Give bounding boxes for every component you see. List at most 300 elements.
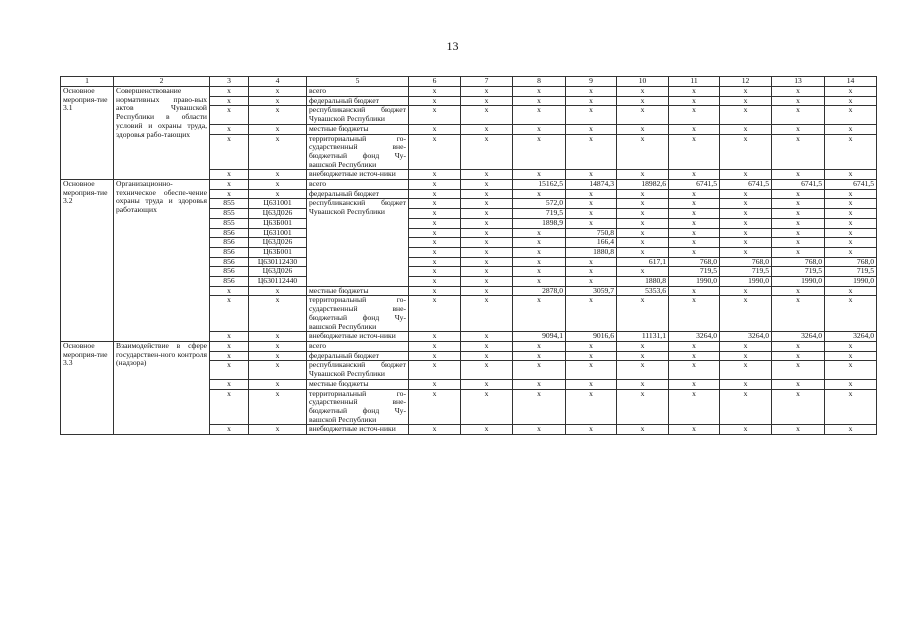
value-cell-col8: 719,5 <box>513 209 566 219</box>
value-cell-col10: х <box>617 228 669 238</box>
admin-code-cell: 856 <box>210 247 249 257</box>
value-cell-col12: х <box>720 87 772 97</box>
value-cell-col7: х <box>461 351 513 361</box>
value-cell-col10: х <box>617 425 669 435</box>
column-header: 6 <box>409 77 461 87</box>
value-cell-col6: х <box>409 124 461 134</box>
value-cell-col14: х <box>825 218 877 228</box>
funding-source-cell: местные бюджеты <box>307 124 409 134</box>
value-cell-col9: х <box>566 96 617 106</box>
value-cell-col10: х <box>617 267 669 277</box>
value-cell-col14: х <box>825 379 877 389</box>
value-cell-col10: х <box>617 209 669 219</box>
funding-source-cell: всего <box>307 87 409 97</box>
value-cell-col6: х <box>409 332 461 342</box>
value-cell-col6: х <box>409 228 461 238</box>
value-cell-col11: 719,5 <box>669 267 720 277</box>
value-cell-col12: х <box>720 96 772 106</box>
value-cell-col13: 768,0 <box>772 257 825 267</box>
value-cell-col7: х <box>461 341 513 351</box>
value-cell-col9: х <box>566 189 617 199</box>
value-cell-col10: х <box>617 134 669 170</box>
value-cell-col9: 166,4 <box>566 238 617 248</box>
classification-code-cell: х <box>249 351 307 361</box>
funding-source-cell: местные бюджеты <box>307 379 409 389</box>
value-cell-col9: 1880,8 <box>566 247 617 257</box>
value-cell-col13: х <box>772 341 825 351</box>
column-header: 5 <box>307 77 409 87</box>
value-cell-col14: х <box>825 351 877 361</box>
classification-code-cell: х <box>249 361 307 379</box>
value-cell-col8: х <box>513 257 566 267</box>
value-cell-col6: х <box>409 96 461 106</box>
value-cell-col10: 5353,6 <box>617 286 669 296</box>
column-header: 2 <box>114 77 210 87</box>
value-cell-col9: х <box>566 379 617 389</box>
value-cell-col6: х <box>409 247 461 257</box>
activity-description: Взаимодействие в сфере государствен-ного контроля (надзора) <box>114 341 210 434</box>
classification-code-cell: Ц630112430 <box>249 257 307 267</box>
value-cell-col14: х <box>825 87 877 97</box>
value-cell-col14: х <box>825 189 877 199</box>
value-cell-col11: х <box>669 379 720 389</box>
value-cell-col11: х <box>669 286 720 296</box>
value-cell-col8: х <box>513 379 566 389</box>
admin-code-cell: 856 <box>210 257 249 267</box>
value-cell-col12: х <box>720 134 772 170</box>
value-cell-col12: 1990,0 <box>720 277 772 287</box>
value-cell-col11: х <box>669 189 720 199</box>
value-cell-col12: х <box>720 361 772 379</box>
classification-code-cell: х <box>249 124 307 134</box>
admin-code-cell: х <box>210 180 249 190</box>
value-cell-col6: х <box>409 267 461 277</box>
funding-source-cell: внебюджетные источ-ники <box>307 425 409 435</box>
funding-source-cell: федеральный бюджет <box>307 189 409 199</box>
value-cell-col12: х <box>720 379 772 389</box>
value-cell-col14: 719,5 <box>825 267 877 277</box>
value-cell-col10: х <box>617 170 669 180</box>
value-cell-col7: х <box>461 96 513 106</box>
value-cell-col9: х <box>566 361 617 379</box>
column-header: 7 <box>461 77 513 87</box>
value-cell-col10: х <box>617 389 669 425</box>
column-header: 12 <box>720 77 772 87</box>
value-cell-col10: х <box>617 106 669 124</box>
value-cell-col8: х <box>513 247 566 257</box>
value-cell-col11: х <box>669 96 720 106</box>
value-cell-col12: 6741,5 <box>720 180 772 190</box>
value-cell-col6: х <box>409 106 461 124</box>
classification-code-cell: х <box>249 332 307 342</box>
value-cell-col10: х <box>617 341 669 351</box>
value-cell-col11: х <box>669 247 720 257</box>
value-cell-col13: х <box>772 189 825 199</box>
value-cell-col7: х <box>461 296 513 332</box>
value-cell-col11: х <box>669 341 720 351</box>
value-cell-col13: х <box>772 228 825 238</box>
value-cell-col11: х <box>669 124 720 134</box>
admin-code-cell: х <box>210 351 249 361</box>
funding-source-cell: территориальный го-сударственный вне-бюджетный фонд Чу-вашской Республики <box>307 296 409 332</box>
column-header: 3 <box>210 77 249 87</box>
value-cell-col9: 9016,6 <box>566 332 617 342</box>
column-header: 14 <box>825 77 877 87</box>
value-cell-col10: 617,1 <box>617 257 669 267</box>
value-cell-col12: 3264,0 <box>720 332 772 342</box>
admin-code-cell: х <box>210 332 249 342</box>
value-cell-col8: х <box>513 267 566 277</box>
value-cell-col12: х <box>720 106 772 124</box>
column-header: 13 <box>772 77 825 87</box>
admin-code-cell: х <box>210 189 249 199</box>
classification-code-cell: х <box>249 180 307 190</box>
value-cell-col14: х <box>825 341 877 351</box>
value-cell-col13: 6741,5 <box>772 180 825 190</box>
value-cell-col8: х <box>513 228 566 238</box>
value-cell-col6: х <box>409 389 461 425</box>
value-cell-col8: 1898,9 <box>513 218 566 228</box>
classification-code-cell: Ц63Б001 <box>249 247 307 257</box>
value-cell-col11: х <box>669 361 720 379</box>
value-cell-col10: 18982,6 <box>617 180 669 190</box>
value-cell-col7: х <box>461 332 513 342</box>
classification-code-cell: Ц631001 <box>249 228 307 238</box>
admin-code-cell: 856 <box>210 277 249 287</box>
value-cell-col13: х <box>772 296 825 332</box>
value-cell-col14: х <box>825 361 877 379</box>
admin-code-cell: 856 <box>210 267 249 277</box>
classification-code-cell: х <box>249 379 307 389</box>
value-cell-col6: х <box>409 379 461 389</box>
value-cell-col11: х <box>669 296 720 332</box>
value-cell-col10: х <box>617 238 669 248</box>
value-cell-col6: х <box>409 277 461 287</box>
admin-code-cell: х <box>210 87 249 97</box>
admin-code-cell: х <box>210 425 249 435</box>
classification-code-cell: х <box>249 341 307 351</box>
admin-code-cell: х <box>210 296 249 332</box>
value-cell-col8: х <box>513 170 566 180</box>
value-cell-col14: 3264,0 <box>825 332 877 342</box>
value-cell-col8: х <box>513 134 566 170</box>
value-cell-col6: х <box>409 351 461 361</box>
value-cell-col8: х <box>513 106 566 124</box>
value-cell-col14: х <box>825 247 877 257</box>
admin-code-cell: х <box>210 341 249 351</box>
value-cell-col7: х <box>461 199 513 209</box>
budget-table <box>60 76 877 435</box>
value-cell-col7: х <box>461 170 513 180</box>
value-cell-col9: 14874,3 <box>566 180 617 190</box>
value-cell-col14: х <box>825 425 877 435</box>
activity-description: Организационно-техническое обеспе-чение охраны труда и здоровья работающих <box>114 180 210 342</box>
value-cell-col9: х <box>566 124 617 134</box>
column-header: 8 <box>513 77 566 87</box>
value-cell-col10: х <box>617 96 669 106</box>
value-cell-col14: х <box>825 96 877 106</box>
value-cell-col10: х <box>617 199 669 209</box>
value-cell-col12: х <box>720 124 772 134</box>
value-cell-col6: х <box>409 87 461 97</box>
value-cell-col9: х <box>566 351 617 361</box>
value-cell-col7: х <box>461 267 513 277</box>
value-cell-col11: х <box>669 106 720 124</box>
value-cell-col12: х <box>720 170 772 180</box>
value-cell-col9: 750,8 <box>566 228 617 238</box>
classification-code-cell: х <box>249 106 307 124</box>
activity-name: Основное мероприя-тие 3.2 <box>61 180 114 342</box>
funding-source-cell: федеральный бюджет <box>307 96 409 106</box>
table-row <box>61 341 877 351</box>
value-cell-col13: х <box>772 134 825 170</box>
value-cell-col9: х <box>566 209 617 219</box>
value-cell-col12: х <box>720 341 772 351</box>
value-cell-col9: х <box>566 267 617 277</box>
value-cell-col6: х <box>409 238 461 248</box>
admin-code-cell: х <box>210 389 249 425</box>
value-cell-col13: х <box>772 87 825 97</box>
value-cell-col11: х <box>669 209 720 219</box>
value-cell-col9: х <box>566 425 617 435</box>
page-number: 13 <box>446 39 459 53</box>
activity-name: Основное мероприя-тие 3.3 <box>61 341 114 434</box>
admin-code-cell: х <box>210 134 249 170</box>
value-cell-col9: х <box>566 134 617 170</box>
value-cell-col10: х <box>617 87 669 97</box>
value-cell-col6: х <box>409 209 461 219</box>
funding-source-cell: федеральный бюджет <box>307 351 409 361</box>
value-cell-col9: х <box>566 106 617 124</box>
value-cell-col14: 768,0 <box>825 257 877 267</box>
value-cell-col8: х <box>513 189 566 199</box>
admin-code-cell: 855 <box>210 218 249 228</box>
value-cell-col13: х <box>772 351 825 361</box>
value-cell-col12: х <box>720 351 772 361</box>
column-number-row <box>61 77 877 87</box>
value-cell-col12: х <box>720 389 772 425</box>
value-cell-col13: х <box>772 238 825 248</box>
value-cell-col7: х <box>461 189 513 199</box>
admin-code-cell: х <box>210 286 249 296</box>
value-cell-col8: х <box>513 389 566 425</box>
funding-source-cell: местные бюджеты <box>307 286 409 296</box>
admin-code-cell: 855 <box>210 209 249 219</box>
value-cell-col8: 572,0 <box>513 199 566 209</box>
value-cell-col6: х <box>409 286 461 296</box>
value-cell-col13: х <box>772 379 825 389</box>
value-cell-col11: х <box>669 425 720 435</box>
classification-code-cell: х <box>249 389 307 425</box>
value-cell-col10: 11131,1 <box>617 332 669 342</box>
value-cell-col8: х <box>513 238 566 248</box>
value-cell-col11: х <box>669 238 720 248</box>
value-cell-col6: х <box>409 189 461 199</box>
value-cell-col8: 2878,0 <box>513 286 566 296</box>
table-row <box>61 180 877 190</box>
value-cell-col11: х <box>669 199 720 209</box>
value-cell-col10: х <box>617 189 669 199</box>
value-cell-col7: х <box>461 425 513 435</box>
funding-source-cell: территориальный го-сударственный вне-бюджетный фонд Чу-вашской Республики <box>307 389 409 425</box>
value-cell-col6: х <box>409 361 461 379</box>
value-cell-col9: х <box>566 257 617 267</box>
value-cell-col12: х <box>720 247 772 257</box>
value-cell-col9: х <box>566 199 617 209</box>
value-cell-col13: 3264,0 <box>772 332 825 342</box>
value-cell-col6: х <box>409 134 461 170</box>
funding-source-cell: всего <box>307 180 409 190</box>
value-cell-col7: х <box>461 218 513 228</box>
classification-code-cell: х <box>249 286 307 296</box>
value-cell-col9: х <box>566 87 617 97</box>
value-cell-col7: х <box>461 124 513 134</box>
value-cell-col6: х <box>409 341 461 351</box>
value-cell-col8: х <box>513 296 566 332</box>
value-cell-col12: х <box>720 286 772 296</box>
value-cell-col11: х <box>669 170 720 180</box>
value-cell-col14: х <box>825 238 877 248</box>
value-cell-col9: х <box>566 296 617 332</box>
funding-source-cell: республиканский бюджет Чувашской Республики <box>307 199 409 286</box>
value-cell-col7: х <box>461 247 513 257</box>
value-cell-col6: х <box>409 199 461 209</box>
value-cell-col13: 719,5 <box>772 267 825 277</box>
value-cell-col14: х <box>825 389 877 425</box>
value-cell-col14: х <box>825 296 877 332</box>
value-cell-col10: х <box>617 296 669 332</box>
value-cell-col6: х <box>409 180 461 190</box>
value-cell-col11: х <box>669 228 720 238</box>
value-cell-col12: х <box>720 296 772 332</box>
value-cell-col8: х <box>513 351 566 361</box>
value-cell-col10: х <box>617 218 669 228</box>
value-cell-col7: х <box>461 277 513 287</box>
value-cell-col13: х <box>772 106 825 124</box>
value-cell-col7: х <box>461 286 513 296</box>
admin-code-cell: х <box>210 106 249 124</box>
value-cell-col10: х <box>617 379 669 389</box>
classification-code-cell: Ц631001 <box>249 199 307 209</box>
value-cell-col9: х <box>566 277 617 287</box>
value-cell-col12: х <box>720 209 772 219</box>
value-cell-col14: х <box>825 124 877 134</box>
value-cell-col12: х <box>720 218 772 228</box>
value-cell-col7: х <box>461 389 513 425</box>
classification-code-cell: х <box>249 425 307 435</box>
activity-name: Основное мероприя-тие 3.1 <box>61 87 114 180</box>
funding-source-cell: всего <box>307 341 409 351</box>
funding-source-cell: внебюджетные источ-ники <box>307 332 409 342</box>
table-row <box>61 87 877 97</box>
funding-source-cell: территориальный го-сударственный вне-бюджетный фонд Чу-вашской Республики <box>307 134 409 170</box>
value-cell-col13: х <box>772 209 825 219</box>
activity-description: Совершенствование нормативных право-вых актов Чувашской Республики в области условий и охраны труда, здоровья рабо-тающих <box>114 87 210 180</box>
classification-code-cell: х <box>249 189 307 199</box>
value-cell-col14: х <box>825 286 877 296</box>
value-cell-col9: х <box>566 341 617 351</box>
value-cell-col14: 6741,5 <box>825 180 877 190</box>
value-cell-col11: 6741,5 <box>669 180 720 190</box>
value-cell-col10: х <box>617 351 669 361</box>
value-cell-col7: х <box>461 106 513 124</box>
value-cell-col13: х <box>772 361 825 379</box>
value-cell-col13: х <box>772 286 825 296</box>
value-cell-col10: х <box>617 247 669 257</box>
value-cell-col6: х <box>409 218 461 228</box>
value-cell-col14: х <box>825 199 877 209</box>
value-cell-col8: 15162,5 <box>513 180 566 190</box>
value-cell-col12: х <box>720 228 772 238</box>
value-cell-col12: х <box>720 189 772 199</box>
classification-code-cell: Ц63Д026 <box>249 238 307 248</box>
value-cell-col8: х <box>513 425 566 435</box>
value-cell-col13: х <box>772 218 825 228</box>
admin-code-cell: х <box>210 96 249 106</box>
funding-source-cell: внебюджетные источ-ники <box>307 170 409 180</box>
value-cell-col10: х <box>617 124 669 134</box>
value-cell-col11: 1990,0 <box>669 277 720 287</box>
value-cell-col7: х <box>461 228 513 238</box>
funding-source-cell: республиканский бюджет Чувашской Республики <box>307 106 409 124</box>
value-cell-col12: х <box>720 199 772 209</box>
column-header: 9 <box>566 77 617 87</box>
value-cell-col12: 719,5 <box>720 267 772 277</box>
classification-code-cell: х <box>249 87 307 97</box>
value-cell-col6: х <box>409 296 461 332</box>
classification-code-cell: х <box>249 296 307 332</box>
admin-code-cell: 856 <box>210 238 249 248</box>
value-cell-col14: х <box>825 209 877 219</box>
value-cell-col6: х <box>409 170 461 180</box>
value-cell-col13: х <box>772 389 825 425</box>
admin-code-cell: 856 <box>210 228 249 238</box>
funding-source-cell: республиканский бюджет Чувашской Республики <box>307 361 409 379</box>
value-cell-col7: х <box>461 87 513 97</box>
value-cell-col13: х <box>772 425 825 435</box>
value-cell-col11: х <box>669 218 720 228</box>
value-cell-col11: 768,0 <box>669 257 720 267</box>
value-cell-col8: х <box>513 277 566 287</box>
value-cell-col8: х <box>513 87 566 97</box>
value-cell-col14: х <box>825 134 877 170</box>
admin-code-cell: х <box>210 379 249 389</box>
value-cell-col7: х <box>461 379 513 389</box>
value-cell-col13: х <box>772 199 825 209</box>
value-cell-col7: х <box>461 180 513 190</box>
value-cell-col8: х <box>513 341 566 351</box>
value-cell-col8: х <box>513 361 566 379</box>
value-cell-col8: 9094,1 <box>513 332 566 342</box>
value-cell-col14: 1990,0 <box>825 277 877 287</box>
classification-code-cell: х <box>249 134 307 170</box>
value-cell-col8: х <box>513 124 566 134</box>
value-cell-col12: х <box>720 425 772 435</box>
value-cell-col8: х <box>513 96 566 106</box>
value-cell-col9: 3059,7 <box>566 286 617 296</box>
value-cell-col7: х <box>461 209 513 219</box>
value-cell-col11: х <box>669 134 720 170</box>
value-cell-col9: х <box>566 218 617 228</box>
value-cell-col14: х <box>825 170 877 180</box>
classification-code-cell: Ц63Б001 <box>249 218 307 228</box>
value-cell-col13: х <box>772 124 825 134</box>
value-cell-col7: х <box>461 257 513 267</box>
classification-code-cell: х <box>249 96 307 106</box>
value-cell-col11: 3264,0 <box>669 332 720 342</box>
value-cell-col13: х <box>772 96 825 106</box>
column-header: 4 <box>249 77 307 87</box>
